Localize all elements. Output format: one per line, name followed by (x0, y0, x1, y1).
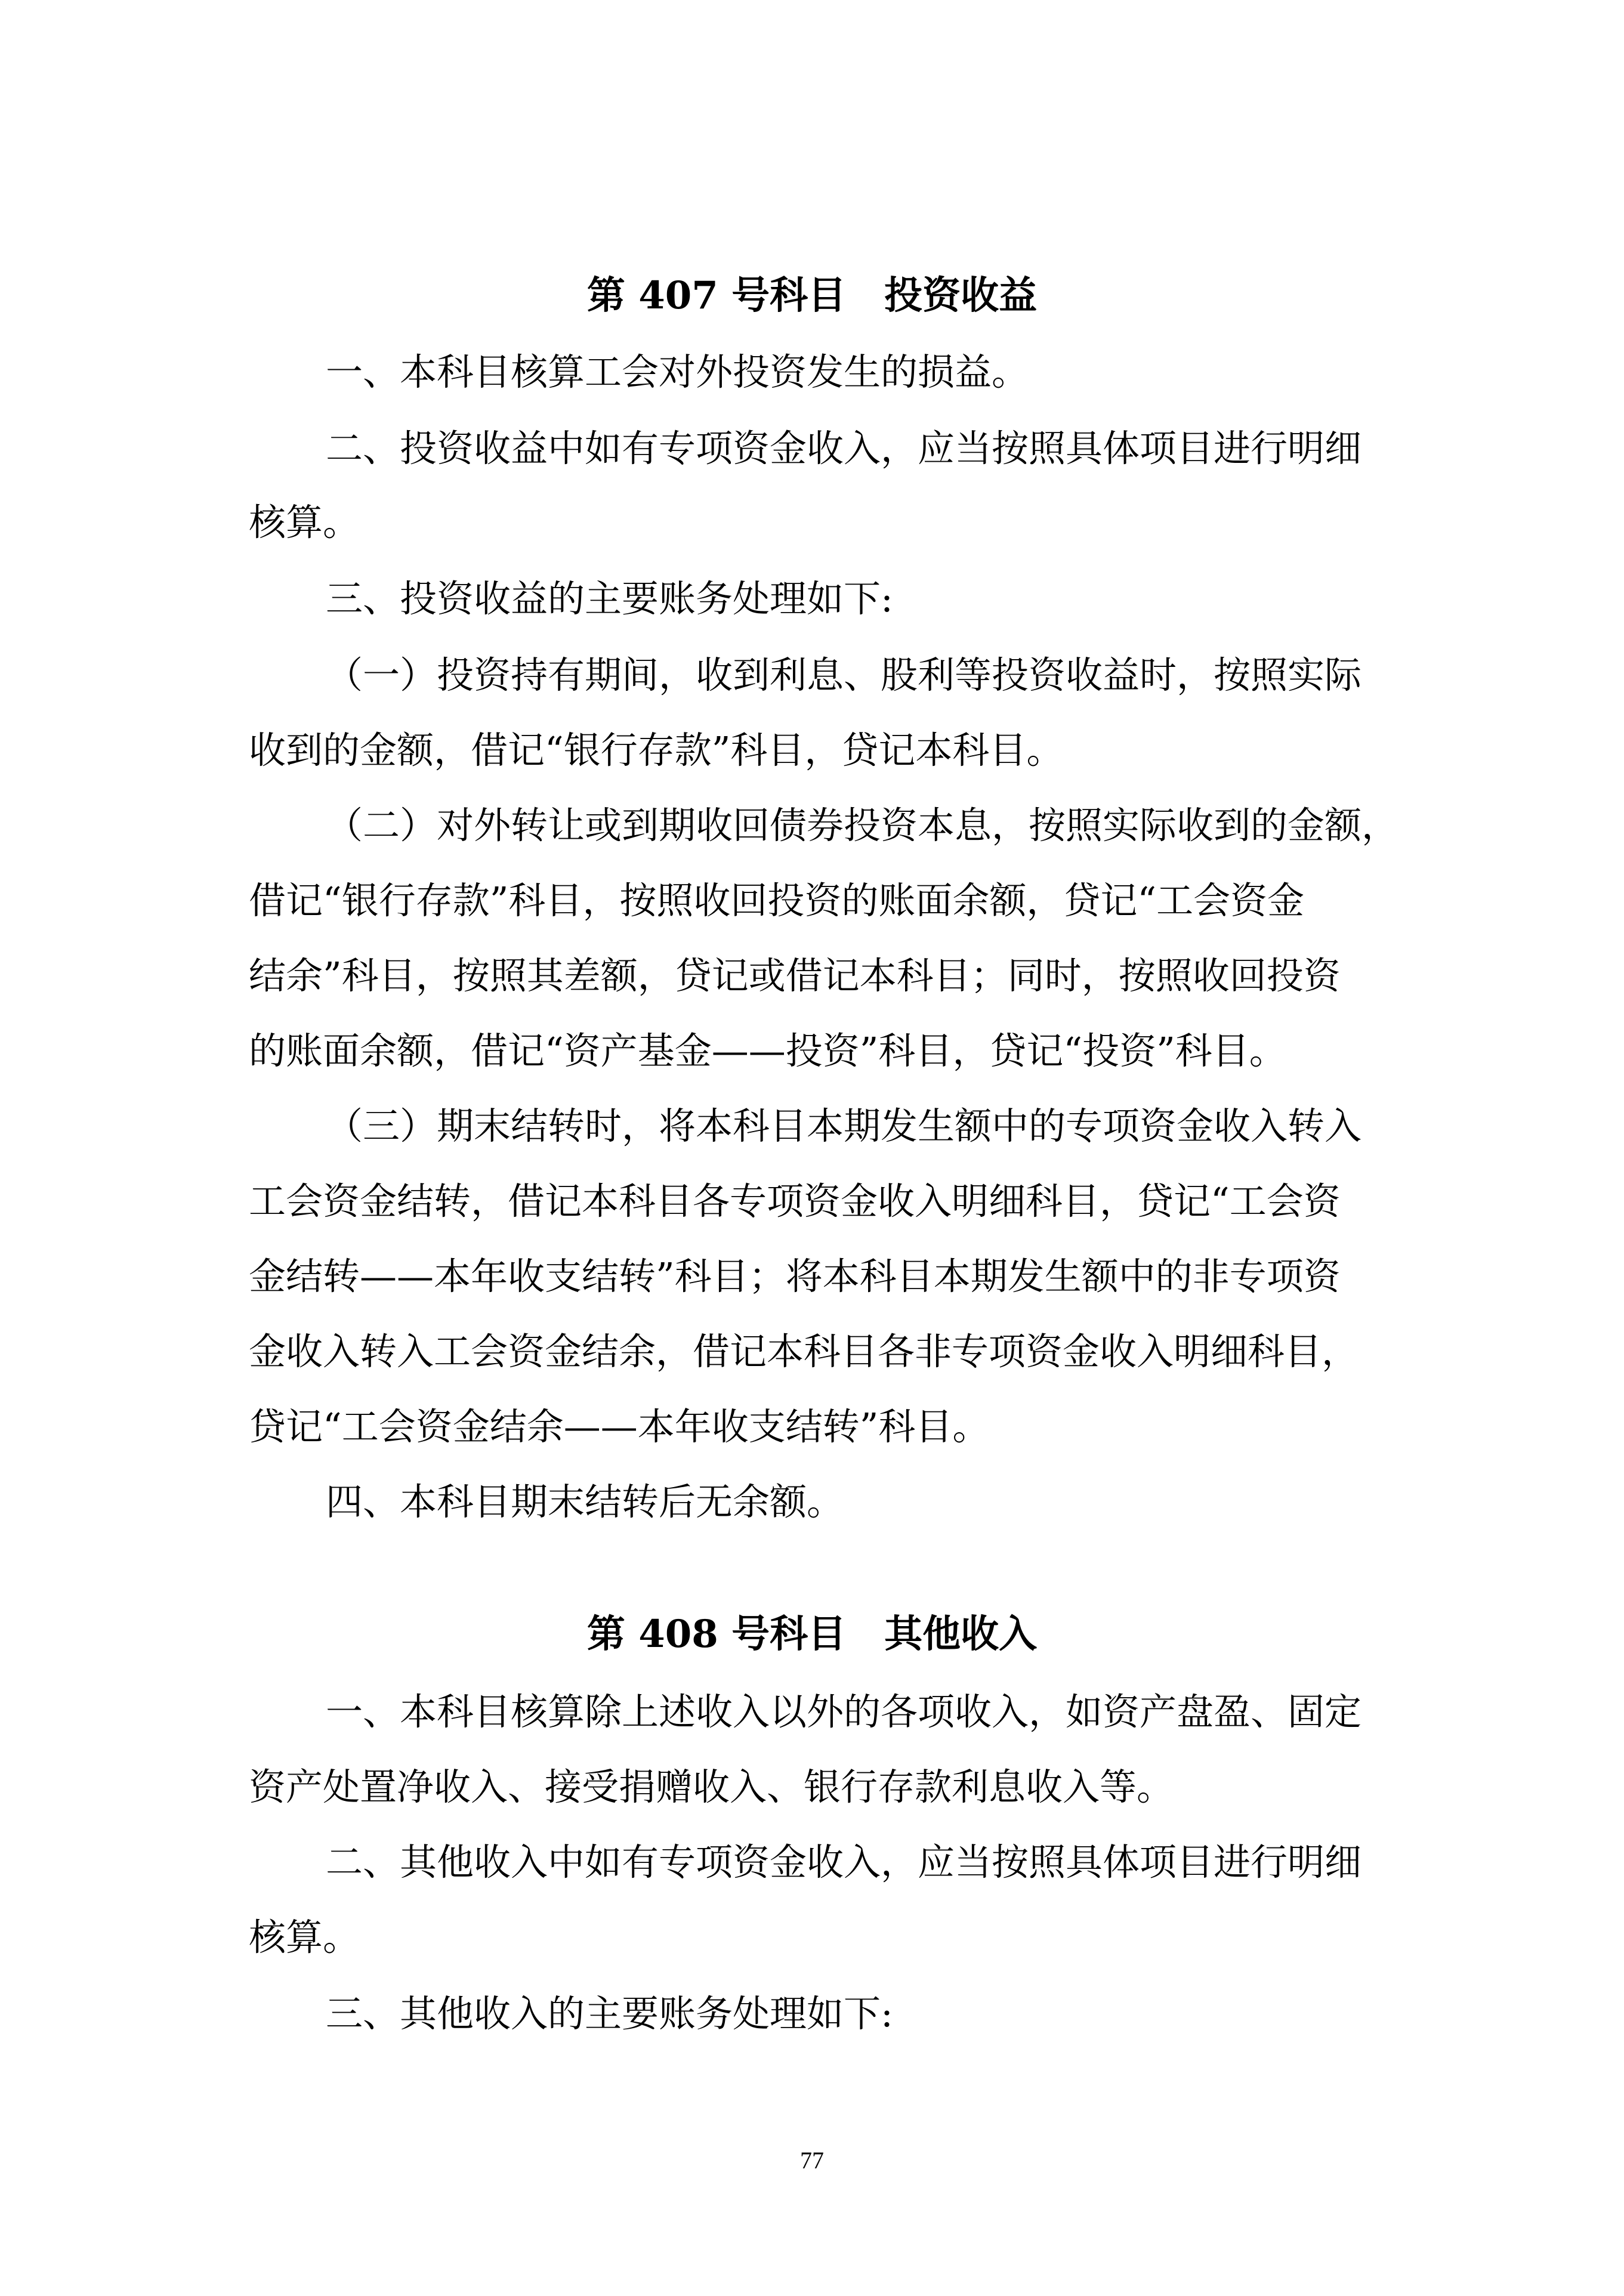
section-407-line: 金结转——本年收支结转”科目；将本科目本期发生额中的非专项资 (249, 1254, 1341, 1298)
section-407-line: 工会资金结转，借记本科目各专项资金收入明细科目，贷记“工会资 (249, 1179, 1341, 1223)
section-407-line: （一）投资持有期间，收到利息、股利等投资收益时，按照实际 (326, 653, 1362, 697)
section-407-line: （三）期末结转时，将本科目本期发生额中的专项资金收入转入 (326, 1104, 1362, 1148)
page-number: 77 (800, 2147, 824, 2174)
section-407-line: 的账面余额，借记“资产基金——投资”科目，贷记“投资”科目。 (249, 1029, 1286, 1073)
section-407-line: 二、投资收益中如有专项资金收入，应当按照具体项目进行明细 (326, 427, 1362, 470)
section-407-title: 第 407 号科目 投资收益 (586, 273, 1038, 318)
section-408-line: 三、其他收入的主要账务处理如下: (326, 1992, 893, 2035)
section-407-line: 一、本科目核算工会对外投资发生的损益。 (326, 350, 1029, 394)
section-407-line: 三、投资收益的主要账务处理如下: (326, 577, 893, 620)
section-407-line: 四、本科目期末结转后无余额。 (326, 1480, 844, 1524)
section-408-line: 一、本科目核算除上述收入以外的各项收入，如资产盘盈、固定 (326, 1690, 1362, 1733)
section-408-line: 二、其他收入中如有专项资金收入，应当按照具体项目进行明细 (326, 1840, 1362, 1884)
section-408-line: 资产处置净收入、接受捐赠收入、银行存款利息收入等。 (249, 1765, 1174, 1809)
section-407-line: 核算。 (249, 500, 360, 544)
section-407-line: （二）对外转让或到期收回债券投资本息，按照实际收到的金额， (326, 804, 1399, 847)
section-408-line: 核算。 (249, 1915, 360, 1959)
section-407-line: 借记“银行存款”科目，按照收回投资的账面余额，贷记“工会资金 (249, 879, 1305, 922)
section-407-line: 金收入转入工会资金结余，借记本科目各非专项资金收入明细科目， (249, 1330, 1359, 1373)
section-408-title: 第 408 号科目 其他收入 (586, 1612, 1038, 1657)
section-407-line: 贷记“工会资金结余——本年收支结转”科目。 (249, 1405, 990, 1448)
section-407-line: 结余”科目，按照其差额，贷记或借记本科目；同时，按照收回投资 (249, 954, 1341, 997)
section-407-line: 收到的金额，借记“银行存款”科目，贷记本科目。 (249, 728, 1064, 772)
